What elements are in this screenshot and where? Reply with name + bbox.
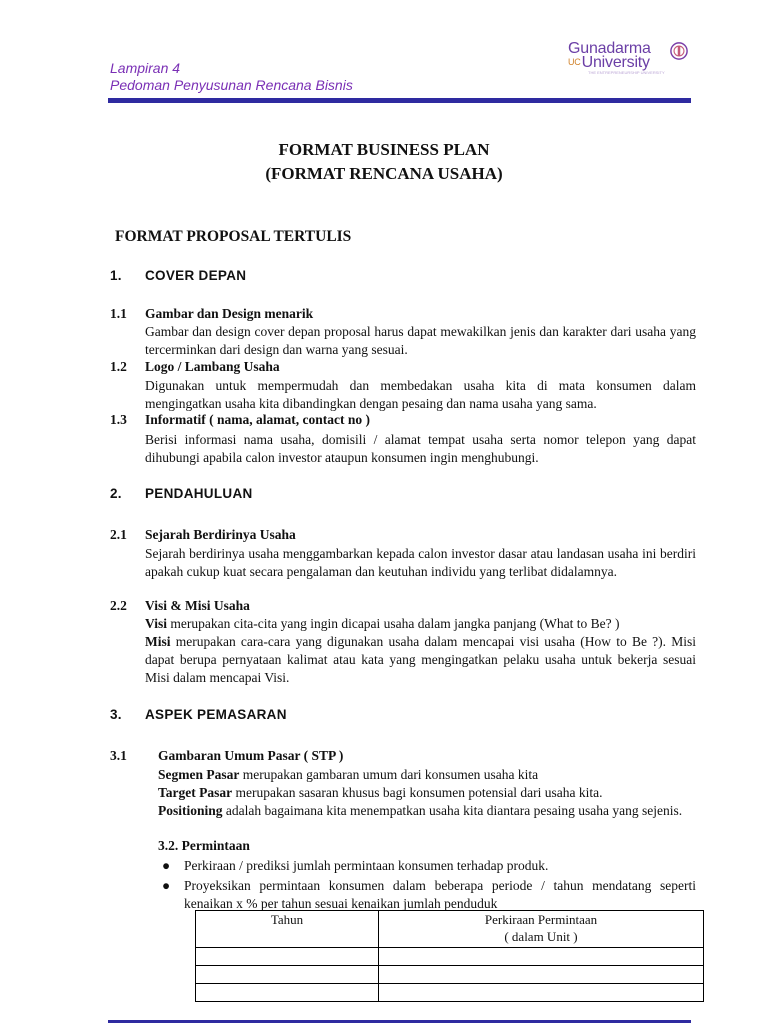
visi-text (145, 615, 696, 633)
item-2-1-number: 2.1 (110, 527, 127, 542)
page-title-line-1: FORMAT BUSINESS PLAN (278, 140, 490, 159)
table-cell (379, 984, 704, 1002)
university-seal-icon (670, 42, 688, 60)
item-2-2-number: 2.2 (110, 598, 127, 613)
table-cell (379, 966, 704, 984)
table-header-perkiraan (379, 911, 704, 948)
heading-3-number: 3. (110, 707, 122, 722)
table-header-perkiraan-line-1: Perkiraan Permintaan (484, 912, 598, 927)
visi-description: merupakan cita-cita yang ingin dicapai usaha dalam jangka panjang (What to Be? ) (167, 616, 620, 631)
header-caption (110, 60, 353, 94)
bullet-icon: ● (162, 858, 171, 873)
header-line-1: Lampiran 4 (110, 60, 181, 76)
list-item (162, 877, 696, 913)
table-row (196, 984, 704, 1002)
page-title-line-2: (FORMAT RENCANA USAHA) (265, 164, 503, 183)
heading-2 (110, 486, 253, 501)
logo-uc-text: UC (568, 57, 581, 67)
section-heading: FORMAT PROPOSAL TERTULIS (115, 228, 352, 245)
segmen-text (158, 766, 696, 784)
permintaan-list (162, 857, 696, 915)
misi-text (145, 633, 696, 687)
table-row (196, 966, 704, 984)
item-2-1-text: Sejarah berdirinya usaha menggambarkan kepada calon investor dasar atau landasan usaha ini berdiri apakah cukup kuat secara pengalaman dan keutuhan individu yang terlibat didalamnya. (145, 546, 696, 579)
table-cell (196, 966, 379, 984)
list-item-text: Perkiraan / prediksi jumlah permintaan konsumen terhadap produk. (184, 858, 549, 873)
item-3-2-heading: 3.2. Permintaan (158, 838, 250, 853)
bullet-icon: ● (162, 878, 171, 893)
item-2-1-heading (110, 527, 296, 543)
table-cell (379, 948, 704, 966)
list-item-text: Proyeksikan permintaan konsumen dalam beberapa periode / tahun mendatang seperti kenaikan x % per tahun sesuai kenaikan jumlah penduduk (184, 878, 696, 911)
misi-label: Misi (145, 634, 171, 649)
heading-1 (110, 268, 246, 283)
target-label: Target Pasar (158, 785, 233, 800)
item-1-1-number: 1.1 (110, 306, 127, 321)
target-text (158, 784, 696, 802)
item-2-2-heading (110, 598, 250, 614)
item-3-1-number: 3.1 (110, 748, 127, 763)
item-3-1-title: Gambaran Umum Pasar ( STP ) (158, 748, 344, 763)
item-2-1-title: Sejarah Berdirinya Usaha (145, 527, 296, 542)
heading-2-number: 2. (110, 486, 122, 501)
item-1-3-heading (110, 412, 370, 428)
table-header-row (196, 911, 704, 948)
segmen-label: Segmen Pasar (158, 767, 240, 782)
item-2-2-title: Visi & Misi Usaha (145, 598, 250, 613)
positioning-label: Positioning (158, 803, 223, 818)
heading-3-label: ASPEK PEMASARAN (145, 707, 287, 722)
item-1-2-text: Digunakan untuk mempermudah dan membedakan usaha kita di mata konsumen dalam mengingatkan usaha kita dibandingkan dengan pesaing dan nama usaha yang sama. (145, 378, 696, 411)
misi-description: merupakan cara-cara yang digunakan usaha dalam mencapai visi usaha (How to Be ?). Misi dapat berupa pernyataan kalimat atau kata yang mengingatkan pelaku usaha untuk bekerja sesuai Misi dalam mencapai Visi. (145, 634, 696, 685)
table-header-tahun: Tahun (196, 911, 379, 948)
logo-tagline: THE ENTREPRENEURSHIP UNIVERSITY (588, 70, 665, 75)
logo-university-text: University (581, 54, 650, 71)
table-cell (196, 948, 379, 966)
permintaan-table (195, 910, 704, 1002)
item-1-3-title: Informatif ( nama, alamat, contact no ) (145, 412, 370, 427)
item-1-2-heading (110, 359, 280, 375)
gunadarma-logo (558, 40, 690, 74)
positioning-description: adalah bagaimana kita menempatkan usaha kita diantara pesaing usaha yang sejenis. (222, 803, 683, 818)
item-1-1-heading (110, 306, 313, 322)
table-row (196, 948, 704, 966)
item-1-3-text: Berisi informasi nama usaha, domisili / alamat tempat usaha serta nomor telepon yang dapat dihubungi apabila calon investor ataupun konsumen ingin menghubungi. (145, 432, 696, 465)
header-line-2: Pedoman Penyusunan Rencana Bisnis (110, 77, 353, 93)
target-description: merupakan sasaran khusus bagi konsumen potensial dari usaha kita. (232, 785, 603, 800)
table-header-perkiraan-line-2: ( dalam Unit ) (504, 929, 578, 944)
item-1-2-number: 1.2 (110, 359, 127, 374)
item-3-1-heading (110, 748, 343, 764)
heading-2-label: PENDAHULUAN (145, 486, 253, 501)
positioning-text (158, 802, 696, 820)
footer-rule (108, 1020, 691, 1023)
heading-3 (110, 707, 287, 722)
logo-gunadarma-text: Gunadarma (568, 40, 651, 57)
segmen-description: merupakan gambaran umum dari konsumen usaha kita (239, 767, 539, 782)
heading-1-number: 1. (110, 268, 122, 283)
item-1-1-text: Gambar dan design cover depan proposal harus dapat mewakilkan jenis dan karakter dari usaha yang tercerminkan dari design dan warna yang sesuai. (145, 324, 696, 357)
item-1-2-title: Logo / Lambang Usaha (145, 359, 280, 374)
list-item (162, 857, 696, 875)
item-1-3-number: 1.3 (110, 412, 127, 427)
item-1-1-title: Gambar dan Design menarik (145, 306, 314, 321)
visi-label: Visi (145, 616, 168, 631)
table-cell (196, 984, 379, 1002)
header-rule (108, 98, 691, 103)
heading-1-label: COVER DEPAN (145, 268, 247, 283)
